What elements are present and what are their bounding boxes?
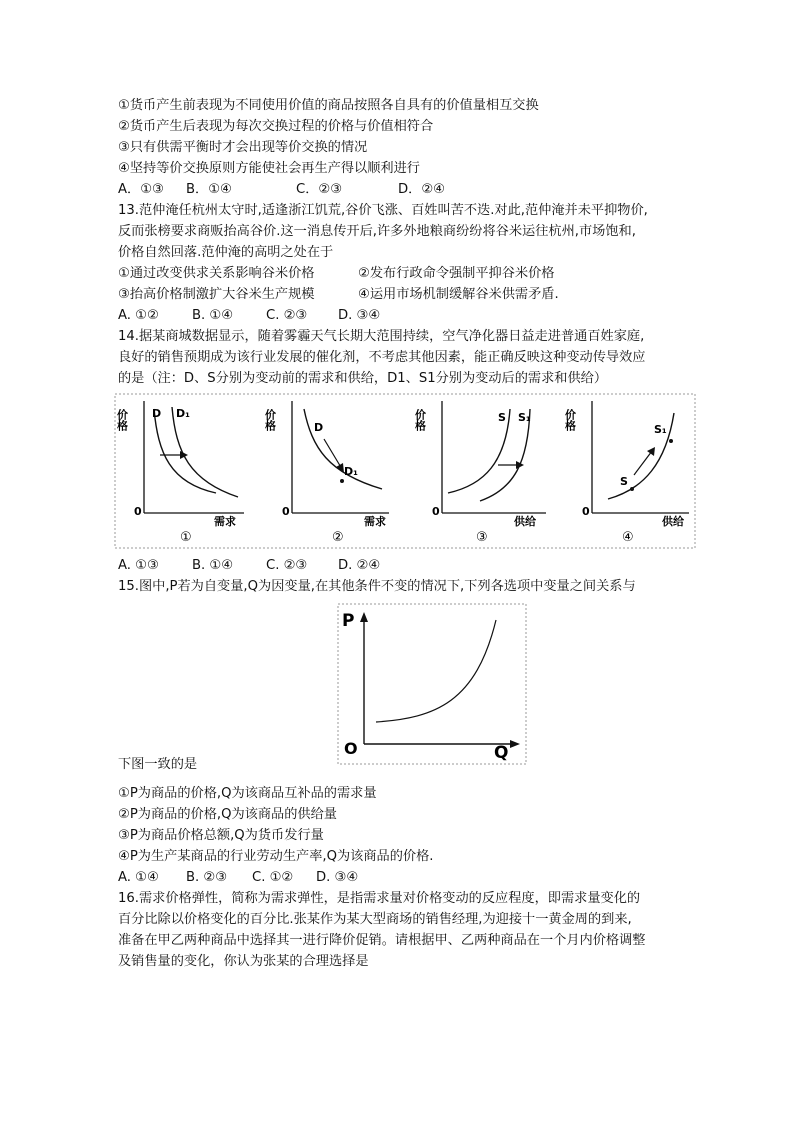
q15-stem-tail: 下图一致的是 xyxy=(118,757,198,772)
q15-option-c: C. ①② xyxy=(252,870,294,885)
q12-option-d: D．②④ xyxy=(398,182,445,197)
q12-option-a: A．①③ xyxy=(118,182,164,197)
q13-option-d: D. ③④ xyxy=(338,308,381,323)
fig2-xlabel: 需求 xyxy=(364,515,386,528)
q16-stem-line-4: 及销售量的变化，你认为张某的合理选择是 xyxy=(118,954,369,969)
q15-graph-border xyxy=(338,604,526,764)
q15-option-a: A. ①④ xyxy=(118,870,159,885)
q13-option-c: C. ②③ xyxy=(266,308,308,323)
q13-stem-line-1: 13.范仲淹任杭州太守时,适逢浙江饥荒,谷价飞涨、百姓叫苦不迭.对此,范仲淹并未平抑物价, xyxy=(118,203,648,218)
q13-stem-line-3: 价格自然回落.范仲淹的高明之处在于 xyxy=(118,245,334,260)
fig1-curve-d: D xyxy=(152,407,162,420)
q14-option-a: A. ①③ xyxy=(118,558,159,573)
fig1-ylabel: 价格 xyxy=(115,409,129,431)
fig3-ylabel: 价格 xyxy=(413,409,427,431)
q13-item-4: ④运用市场机制缓解谷米供需矛盾. xyxy=(358,287,559,302)
q14-option-c: C. ②③ xyxy=(266,558,308,573)
q14-figure-1 xyxy=(116,401,245,545)
q14-stem-line-1: 14.据某商城数据显示，随着雾霾天气长期大范围持续，空气净化器日益走进普通百姓家庭, xyxy=(118,329,645,344)
q13-item-3: ③抬高价格制激扩大谷米生产规模 xyxy=(118,287,315,302)
fig4-number: ④ xyxy=(622,530,634,545)
fig3-number: ③ xyxy=(476,530,488,545)
q15-option-b: B. ②③ xyxy=(186,870,228,885)
q16-stem-line-3: 准备在甲乙两种商品中选择其一进行降价促销。请根据甲、乙两种商品在一个月内价格调整 xyxy=(118,933,646,948)
fig2-number: ② xyxy=(332,530,344,545)
q12-item-4: ④坚持等价交换原则方能使社会再生产得以顺利进行 xyxy=(118,161,420,176)
fig4-xlabel: 供给 xyxy=(662,515,684,528)
q15-x-label: Q xyxy=(494,743,509,763)
q15-item-2: ②P为商品的价格,Q为该商品的供给量 xyxy=(118,807,337,822)
q13-option-b: B. ①④ xyxy=(192,308,234,323)
q15-stem-line: 15.图中,P若为自变量,Q为因变量,在其他条件不变的情况下,下列各选项中变量之间关系与 xyxy=(118,579,636,594)
fig3-curve-s: S xyxy=(498,411,506,424)
q15-curve xyxy=(376,620,496,722)
q14-stem-line-2: 良好的销售预期成为该行业发展的催化剂，不考虑其他因素，能正确反映这种变动传导效应 xyxy=(118,350,646,365)
q15-graph xyxy=(336,602,530,768)
q15-option-d: D. ③④ xyxy=(316,870,359,885)
fig1-origin: 0 xyxy=(134,505,142,518)
q15-item-1: ①P为商品的价格,Q为该商品互补品的需求量 xyxy=(118,786,377,801)
q13-stem-line-2: 反而张榜要求商贩抬高谷价.这一消息传开后,许多外地粮商纷纷将谷米运往杭州,市场饱和, xyxy=(118,224,636,239)
q12-option-b: B．①④ xyxy=(186,182,232,197)
fig2-ylabel: 价格 xyxy=(263,409,277,431)
fig3-origin: 0 xyxy=(432,505,440,518)
q15-item-3: ③P为商品价格总额,Q为货币发行量 xyxy=(118,828,324,843)
q12-item-2: ②货币产生后表现为每次交换过程的价格与价值相符合 xyxy=(118,119,434,134)
fig1-xlabel: 需求 xyxy=(214,515,236,528)
q15-y-label: P xyxy=(342,611,355,631)
fig2-origin: 0 xyxy=(282,505,290,518)
q13-item-1: ①通过改变供求关系影响谷米价格 xyxy=(118,266,315,281)
fig2-curve-d1: D₁ xyxy=(344,465,358,478)
fig2-curve-d: D xyxy=(314,421,324,434)
q14-figure-4 xyxy=(564,401,690,545)
fig4-ylabel: 价格 xyxy=(563,409,577,431)
q12-option-c: C．②③ xyxy=(296,182,343,197)
q13-item-2: ②发布行政命令强制平抑谷米价格 xyxy=(358,266,555,281)
q14-figure-strip xyxy=(114,393,696,549)
fig3-curve-s1: S₁ xyxy=(518,411,531,424)
q12-item-1: ①货币产生前表现为不同使用价值的商品按照各自具有的价值量相互交换 xyxy=(118,98,539,113)
q14-stem-line-3: 的是（注：D、S分别为变动前的需求和供给，D1、S1分别为变动后的需求和供给） xyxy=(118,371,608,386)
q14-option-b: B. ①④ xyxy=(192,558,234,573)
fig3-xlabel: 供给 xyxy=(514,515,536,528)
fig4-curve-s: S xyxy=(620,475,628,488)
fig1-number: ① xyxy=(180,530,192,545)
figure-strip-border xyxy=(115,394,695,548)
fig4-origin: 0 xyxy=(582,505,590,518)
q16-stem-line-1: 16.需求价格弹性，简称为需求弹性，是指需求量对价格变动的反应程度，即需求量变化的 xyxy=(118,891,641,906)
fig1-curve-d1: D₁ xyxy=(176,407,190,420)
q15-item-4: ④P为生产某商品的行业劳动生产率,Q为该商品的价格. xyxy=(118,849,434,864)
q14-figure-3 xyxy=(414,401,547,545)
q15-origin: O xyxy=(344,739,358,758)
fig4-curve-s1: S₁ xyxy=(654,423,667,436)
q13-option-a: A. ①② xyxy=(118,308,159,323)
q12-item-3: ③只有供需平衡时才会出现等价交换的情况 xyxy=(118,140,368,155)
q14-option-d: D. ②④ xyxy=(338,558,381,573)
q16-stem-line-2: 百分比除以价格变化的百分比.张某作为某大型商场的销售经理,为迎接十一黄金周的到来, xyxy=(118,912,632,927)
q14-figure-2 xyxy=(264,401,390,545)
